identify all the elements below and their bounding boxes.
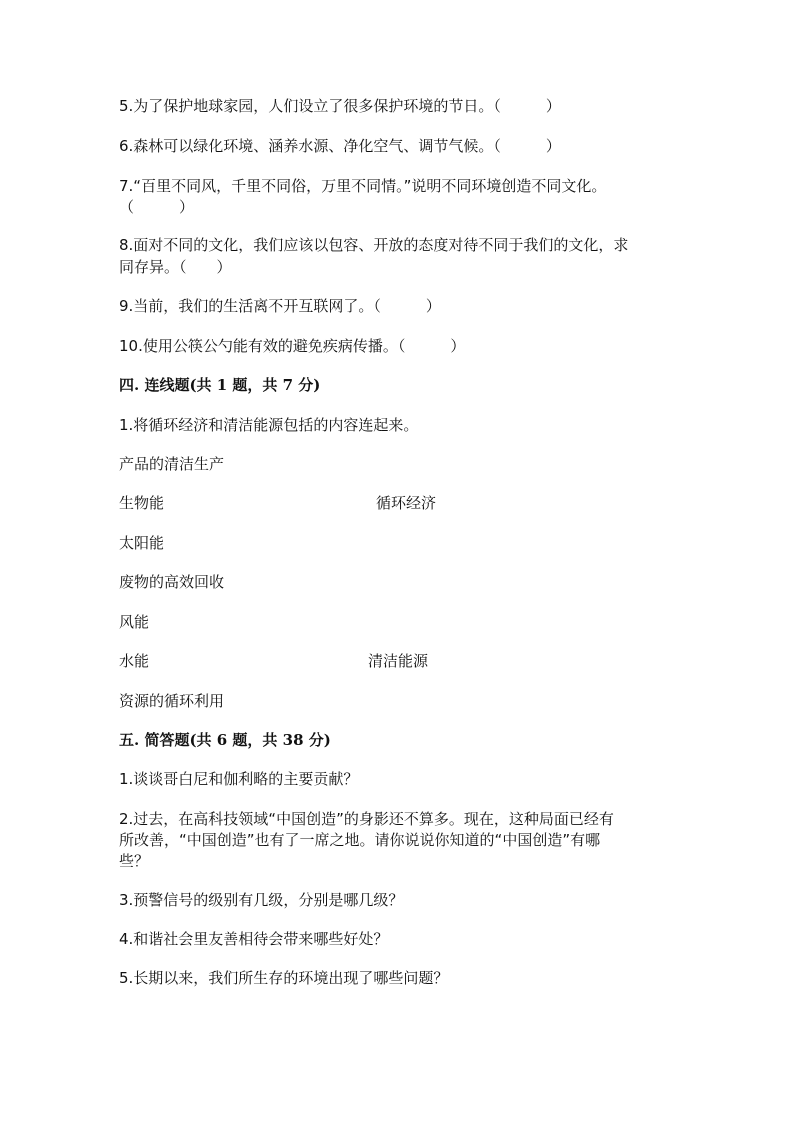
match-row-4	[119, 571, 679, 593]
short-answer-1: 1.谈谈哥白尼和伽利略的主要贡献？	[119, 770, 359, 788]
judgement-item-8-line1: 8.面对不同的文化，我们应该以包容、开放的态度对待不同于我们的文化，求	[119, 236, 629, 254]
section5-heading: 五. 简答题(共 6 题，共 38 分)	[119, 731, 331, 749]
match-row-7	[119, 690, 679, 712]
judgement-item-6: 6.森林可以绿化环境、涵养水源、净化空气、调节气候。（ ）	[119, 137, 561, 155]
match-right-item: 清洁能源	[368, 652, 429, 670]
match-left-item: 水能	[119, 652, 150, 670]
short-answer-2-line2: 所改善，“中国创造”也有了一席之地。请你说说你知道的“中国创造”有哪	[119, 831, 601, 849]
short-answer-2-line1: 2.过去，在高科技领域“中国创造”的身影还不算多。现在，这种局面已经有	[119, 810, 614, 828]
short-answer-4: 4.和谐社会里友善相待会带来哪些好处？	[119, 930, 389, 948]
judgement-item-8-line2: 同存异。（ ）	[119, 258, 232, 276]
judgement-item-10: 10.使用公筷公勺能有效的避免疾病传播。（ ）	[119, 337, 466, 355]
match-row-2	[119, 492, 679, 514]
match-left-item: 废物的高效回收	[119, 573, 225, 591]
match-row-1	[119, 453, 679, 475]
judgement-item-5: 5.为了保护地球家园，人们设立了很多保护环境的节日。（ ）	[119, 97, 561, 115]
match-row-6	[119, 650, 679, 672]
match-right-item: 循环经济	[376, 494, 437, 512]
match-left-item: 资源的循环利用	[119, 692, 225, 710]
match-left-item: 产品的清洁生产	[119, 455, 225, 473]
match-left-item: 风能	[119, 613, 150, 631]
section4-heading: 四. 连线题(共 1 题，共 7 分)	[119, 376, 321, 394]
section4-question: 1.将循环经济和清洁能源包括的内容连起来。	[119, 416, 419, 434]
match-row-5	[119, 611, 679, 633]
match-row-3	[119, 532, 679, 554]
judgement-item-9: 9.当前，我们的生活离不开互联网了。（ ）	[119, 297, 441, 315]
short-answer-2-line3: 些？	[119, 852, 150, 870]
short-answer-3: 3.预警信号的级别有几级，分别是哪几级？	[119, 891, 404, 909]
judgement-item-7-line1: 7.“百里不同风，千里不同俗，万里不同情。”说明不同环境创造不同文化。	[119, 177, 607, 195]
short-answer-5: 5.长期以来，我们所生存的环境出现了哪些问题？	[119, 969, 449, 987]
match-left-item: 生物能	[119, 494, 165, 512]
match-left-item: 太阳能	[119, 534, 165, 552]
judgement-item-7-line2: （ ）	[119, 198, 195, 216]
